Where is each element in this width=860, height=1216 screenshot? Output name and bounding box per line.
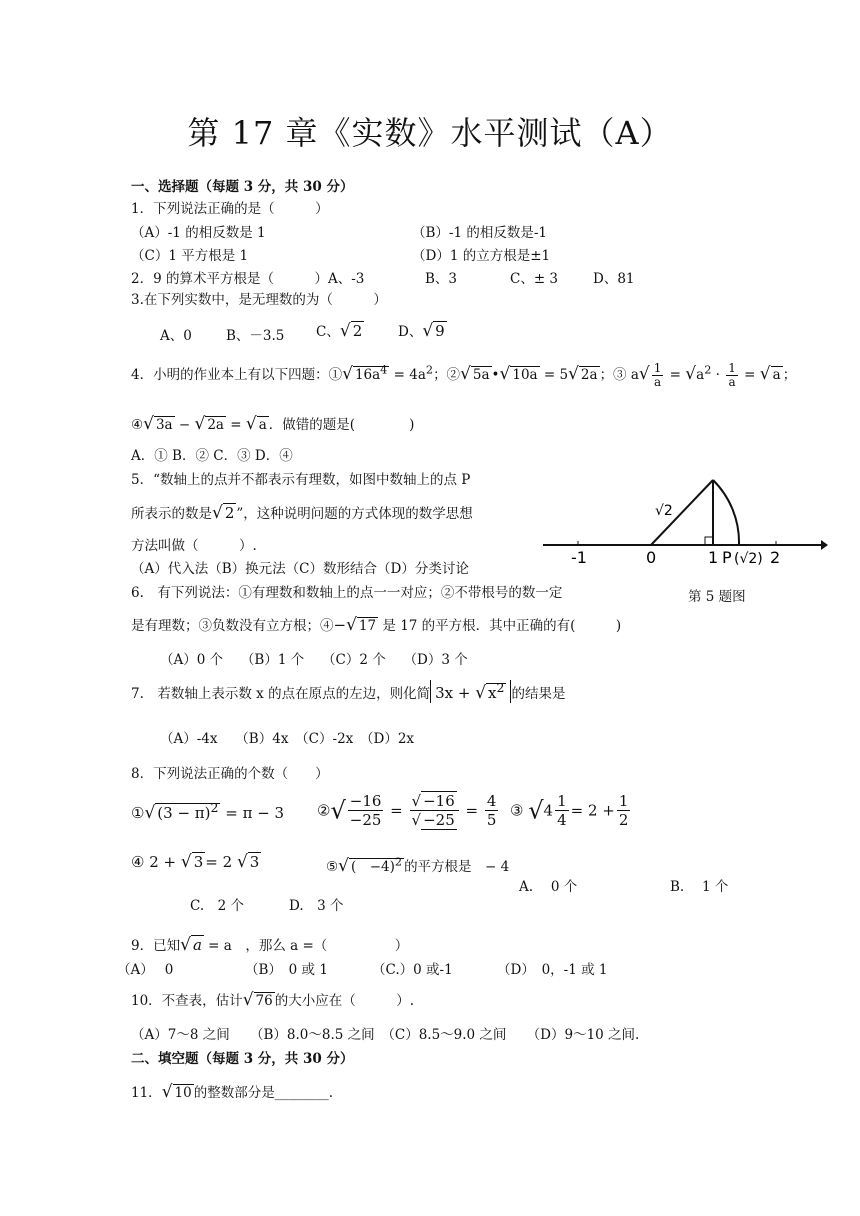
sqrt-sign: √	[422, 321, 434, 341]
q8-c1-radicand	[155, 800, 220, 822]
sqrt-sign: √	[236, 852, 248, 872]
sqrt-sign: √	[759, 364, 771, 384]
q8-option-a: A. 0 个	[519, 879, 578, 895]
q4-expr-1-rhs: = 4a	[389, 367, 426, 383]
q8-c5-post: 的平方根是 − 4	[404, 859, 510, 875]
circle-3: ③	[510, 801, 524, 820]
equals: =	[225, 417, 246, 433]
label-0: 0	[646, 548, 657, 567]
q4-expr-4-rhs: a	[258, 417, 267, 433]
number-line-figure	[538, 470, 830, 570]
q6-line-2	[131, 614, 621, 635]
q2-option-c: C、± 3	[510, 271, 559, 287]
q4-options: A．① B．② C．③ D．④	[131, 448, 293, 464]
numerator: 1	[557, 792, 567, 810]
q3-option-c	[316, 320, 364, 341]
q5-line-1: 5．“数轴上的点并不都表示有理数，如图中数轴上的点 P	[131, 472, 471, 488]
numerator: 1	[618, 792, 629, 810]
radicand: −16	[423, 792, 455, 810]
q9-pre: 9．已知	[131, 938, 181, 954]
denominator: 5	[486, 811, 497, 829]
denominator: a	[728, 375, 736, 389]
q8-choice-5	[326, 855, 509, 876]
q5-line-2-pre: 所表示的数是	[131, 506, 212, 522]
denominator: √ −25	[411, 811, 455, 829]
q8-c3-rhs-frac	[617, 792, 631, 829]
equals: =	[385, 801, 408, 820]
q8-c3-whole: 4	[543, 801, 554, 820]
q8-c3-frac	[555, 792, 569, 829]
q4-expr-2b: 10a	[512, 367, 538, 383]
circle-1: ①	[131, 804, 145, 822]
q4-expr-3-exp: 2	[704, 363, 712, 377]
q4-expr-1	[353, 363, 389, 383]
label-hypotenuse: √2	[655, 503, 673, 519]
q6-line-2-post: 是 17 的平方根．其中正确的有( )	[378, 618, 622, 634]
q4-circle-4: ④	[131, 417, 144, 433]
q8-choice-2	[317, 792, 500, 829]
sqrt-sign: √	[475, 683, 487, 703]
sqrt-sign: √	[144, 803, 156, 823]
q8-option-b: B. 1 个	[670, 879, 729, 895]
q4-expr-1-exp: 4	[380, 363, 388, 377]
q8-choice-3	[510, 792, 632, 829]
q8-c3-rhs: = 2 +	[570, 801, 615, 820]
sqrt-sign: √	[346, 615, 357, 635]
q8-c2-frac-1	[348, 792, 384, 829]
sqrt-sign: √	[568, 364, 579, 384]
q9-option-d: （D） 0，-1 或 1	[497, 962, 608, 978]
q1-stem: 1．下列说法正确的是（ ）	[131, 201, 329, 217]
q11-post: 的整数部分是________.	[193, 1085, 334, 1101]
q7-pre: 7. 若数轴上表示数 x 的点在原点的左边，则化简	[131, 686, 431, 702]
minus: −	[333, 616, 347, 634]
q1-option-a: （A）-1 的相反数是 1	[131, 225, 266, 241]
q6-radicand: 17	[358, 618, 377, 634]
label-minus1: -1	[571, 548, 587, 567]
q7-abs-expr	[430, 680, 511, 703]
numerator: √ −16	[410, 792, 459, 811]
q7-abs-a: 3x +	[435, 684, 476, 702]
q5-line-2-post: ”，这种说明问题的方式体现的数学思想	[236, 506, 473, 522]
q9-mid: = a ，那么 a =（ ）	[203, 938, 409, 954]
q8-stem: 8．下列说法正确的个数（ ）	[131, 766, 329, 782]
q4-expr-4b: 2a	[207, 417, 224, 433]
q4-sep-2: ；②	[433, 367, 461, 383]
q7-exp: 2	[496, 680, 505, 695]
q8-c5-radicand	[349, 855, 404, 875]
q2-option-d: D、81	[593, 271, 635, 287]
q11-pre: 11．	[131, 1085, 162, 1101]
q8-choice-4	[131, 852, 261, 872]
q3-option-d-label: D、	[398, 324, 423, 340]
q4-expr-2a: 5a	[472, 367, 490, 383]
numerator: 1	[728, 361, 736, 375]
numerator: 4	[486, 792, 497, 810]
numerator: −16	[349, 792, 382, 810]
q10-line	[131, 989, 414, 1010]
q1-option-d: （D）1 的立方根是±1	[412, 248, 551, 264]
equals: =	[665, 367, 686, 383]
q3-stem: 3.在下列实数中，是无理数的为（ ）	[131, 292, 387, 308]
axis-arrow	[821, 540, 828, 550]
q4-expr-3-rhs: a	[772, 367, 781, 383]
q9-option-c: （C.）0 或-1	[372, 962, 453, 978]
q4-expr-3-frac	[652, 362, 664, 389]
sqrt-sign: √	[242, 990, 254, 1010]
figure-caption: 第 5 题图	[688, 589, 746, 605]
q8-c5-exp: 2	[394, 855, 403, 869]
q10-post: 的大小应在（ ）.	[274, 993, 415, 1009]
radicand: −25	[423, 811, 455, 829]
q3-option-d	[398, 320, 447, 341]
q4-expr-1-rhs-exp: 2	[425, 363, 434, 377]
q8-c2-frac-2	[410, 792, 459, 829]
denominator: 4	[557, 811, 567, 829]
q10-options: （A）7～8 之间 （B）8.0～8.5 之间 （C）8.5～9.0 之间 （D）9～10 之间.	[131, 1027, 640, 1043]
q9-option-a: （A） 0	[117, 962, 174, 978]
q5-line-2	[131, 502, 473, 523]
denominator: −25	[349, 811, 382, 829]
minus: −	[174, 417, 195, 433]
sqrt-sign: √	[161, 1082, 173, 1102]
equals: =	[460, 801, 483, 820]
sqrt-sign: √	[180, 852, 192, 872]
q8-c2-frac-3	[485, 792, 499, 829]
q4-sep-3: ；③ a	[599, 367, 639, 383]
sqrt-sign: √	[460, 364, 471, 384]
circle-5: ⑤	[326, 859, 339, 875]
q8-c4-rhs-radicand: 3	[249, 853, 260, 871]
q3-option-b: B、－3.5	[226, 328, 285, 344]
q6-options: （A）0 个 （B）1 个 （C）2 个 （D）3 个	[160, 652, 468, 668]
q4-expr-3-mid: ·	[711, 367, 725, 383]
q10-pre: 10．不查表，估计	[131, 993, 243, 1009]
q11-radicand: 10	[174, 1085, 192, 1101]
q8-c5-base: ( −4)	[350, 859, 395, 875]
q7-x: x	[488, 684, 497, 702]
sqrt-sign: √	[339, 321, 351, 341]
q8-choice-1	[131, 800, 284, 823]
compass-arc	[713, 480, 739, 545]
q8-c1-exp: 2	[210, 800, 219, 815]
q8-c1-base: (3 − π)	[157, 804, 211, 822]
q7-abs-radicand	[486, 680, 506, 702]
q3-option-a: A、0	[160, 328, 192, 344]
sqrt-sign: √	[638, 364, 650, 384]
sqrt-sign: √	[338, 856, 349, 876]
sqrt-sign: √	[528, 796, 544, 825]
label-2: 2	[770, 548, 781, 567]
label-1: 1	[708, 548, 719, 567]
q4-line-1	[131, 362, 796, 389]
sqrt-sign: √	[330, 796, 346, 825]
q8-option-d: D. 3 个	[289, 898, 344, 914]
q11-line	[131, 1081, 333, 1102]
q3-option-d-radicand: 9	[435, 322, 445, 340]
q7-line	[131, 680, 565, 703]
q8-option-c: C. 2 个	[190, 898, 245, 914]
q10-radicand: 76	[255, 993, 273, 1009]
denominator: 2	[618, 811, 629, 829]
q6-line-1: 6. 有下列说法：①有理数和数轴上的点一一对应；②不带根号的数一定	[131, 585, 563, 601]
circle-2: ②	[317, 801, 331, 820]
sqrt-sign: √	[499, 364, 511, 384]
section-2-heading: 二、填空题（每题 3 分，共 30 分）	[131, 1051, 354, 1067]
q4-stem: 4．小明的作业本上有以下四题：①	[131, 367, 343, 383]
label-p: P	[722, 548, 732, 567]
q4-line-2	[131, 413, 414, 434]
q4-expr-2-rhs-radicand: 2a	[580, 367, 598, 383]
sqrt-sign: √	[212, 503, 223, 523]
q5-radicand: 2	[224, 504, 235, 522]
q4-expr-1-radicand: 16a	[354, 367, 381, 383]
q5-line-3: 方法叫做（ ）.	[131, 538, 257, 554]
q3-option-c-radicand: 2	[352, 322, 363, 340]
label-p-value: (√2)	[734, 551, 763, 567]
q6-line-2-pre: 是有理数；③负数没有立方根；④	[131, 618, 334, 634]
q4-expr-4a: 3a	[155, 417, 173, 433]
q8-c1-rhs: = π − 3	[220, 804, 285, 822]
right-angle-mark	[705, 537, 713, 545]
q4-question: ．做错的题是( )	[268, 417, 415, 433]
sqrt-sign: √	[245, 414, 257, 434]
q4-expr-2-rhs: = 5	[539, 367, 569, 383]
q4-expr-3-a: a	[696, 367, 705, 383]
sqrt-sign: √	[685, 364, 697, 384]
q2-stem: 2．9 的算术平方根是（ ）A、-3	[131, 271, 365, 287]
q9-line	[131, 934, 408, 955]
section-1-heading: 一、选择题（每题 3 分，共 30 分）	[131, 179, 354, 195]
q4-dot: •	[491, 367, 500, 383]
q8-c4-radicand: 3	[193, 853, 204, 871]
q1-option-c: （C）1 平方根是 1	[131, 248, 249, 264]
q5-options: （A）代入法（B）换元法（C）数形结合（D）分类讨论	[131, 561, 469, 577]
sqrt-sign: √	[342, 364, 353, 384]
q1-option-b: （B）-1 的相反数是-1	[412, 225, 548, 241]
q4-end: ；	[782, 367, 797, 383]
q2-option-b: B、3	[425, 271, 458, 287]
q8-c4-rhs: = 2	[205, 853, 233, 871]
q4-expr-3-frac-2	[726, 362, 738, 389]
q7-options: （A）-4x （B）4x （C）-2x （D）2x	[160, 731, 415, 747]
denominator: a	[653, 375, 662, 389]
q7-post: 的结果是	[511, 686, 566, 702]
sqrt-sign: √	[194, 414, 206, 434]
q3-option-c-label: C、	[316, 324, 340, 340]
q8-c4-lhs: ④ 2 +	[131, 853, 177, 871]
page-title: 第 17 章《实数》水平测试（A）	[187, 114, 673, 152]
numerator: 1	[653, 361, 662, 375]
sqrt-sign: √	[143, 414, 154, 434]
q9-radicand: a	[192, 936, 202, 954]
equals: =	[739, 367, 760, 383]
q9-option-b: （B） 0 或 1	[245, 962, 328, 978]
sqrt-sign: √	[180, 935, 191, 955]
